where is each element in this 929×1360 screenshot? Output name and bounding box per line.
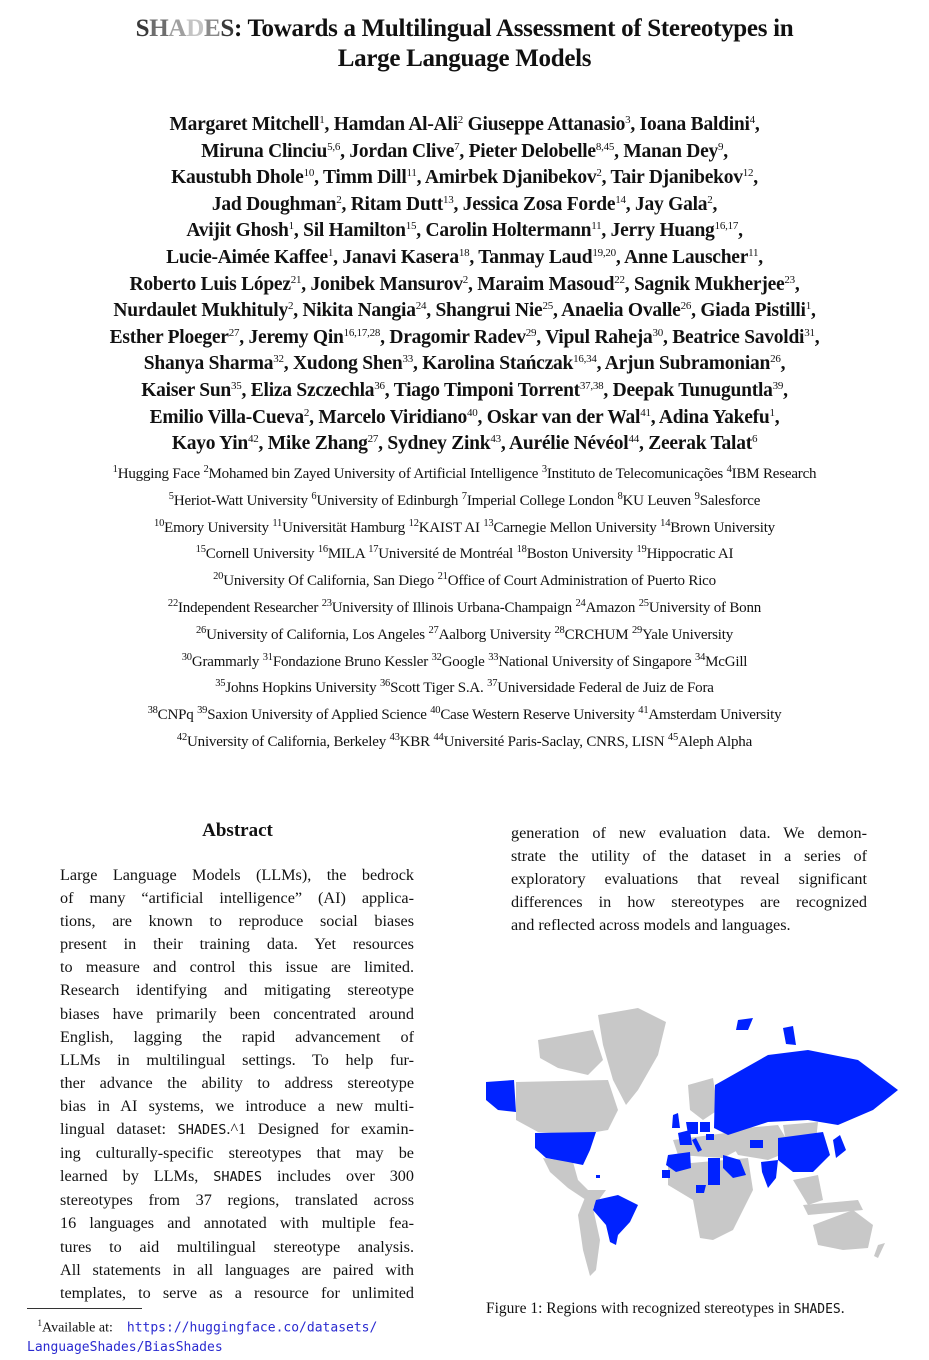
affiliation-marker: 2 bbox=[707, 193, 713, 206]
author-name: Carolin Holtermann bbox=[425, 220, 592, 242]
abstract-line: LLMs in multilingual settings. To help fur- bbox=[60, 1050, 414, 1069]
affiliation-name: Scott Tiger S.A. bbox=[390, 680, 484, 697]
affiliation-number: 42 bbox=[176, 731, 188, 743]
affiliation-marker: 16,34 bbox=[573, 353, 597, 366]
affiliation-line bbox=[0, 702, 929, 729]
affiliation-marker: 16,17,28 bbox=[343, 326, 381, 339]
author-line: Kaiser Sun$^{35}$, Eliza Szczechla$^{36}$, Tiago Timponi Torrent$^{37,38}$, Deepak Tunuguntla$^{39}$, bbox=[141, 379, 788, 401]
author-name: Jerry Huang bbox=[610, 220, 715, 242]
author-name: Pieter Delobelle bbox=[468, 140, 596, 162]
abstract-line: tures to aid multilingual stereotype analysis. bbox=[60, 1237, 414, 1256]
affiliation-number: 22 bbox=[167, 597, 179, 609]
affiliation-name: Saxion University of Applied Science bbox=[207, 707, 427, 724]
affiliation-number: 31 bbox=[262, 651, 273, 663]
affiliation-marker: 1 bbox=[769, 406, 775, 419]
author-name: Emilio Villa-Cueva bbox=[149, 406, 304, 428]
affiliation-marker: 39 bbox=[772, 379, 784, 392]
abstract-line: of many “artificial intelligence” (AI) applica- bbox=[60, 889, 414, 908]
author-name: Shanya Sharma bbox=[143, 353, 274, 375]
author-line: Jad Doughman$^2$, Ritam Dutt$^{13}$, Jessica Zosa Forde$^{14}$, Jay Gala$^2$, bbox=[211, 193, 718, 215]
affiliation-name: Université de Montréal bbox=[378, 546, 514, 563]
title-line-2: Large Language Models bbox=[337, 45, 592, 72]
affiliation-marker: 29 bbox=[525, 326, 537, 339]
affiliation-marker: 2 bbox=[457, 114, 463, 126]
wordmark-letter: E bbox=[203, 15, 221, 42]
affiliation-number: 29 bbox=[632, 624, 643, 636]
affiliation-marker: 11 bbox=[748, 246, 759, 259]
affiliation-marker: 21 bbox=[290, 273, 302, 286]
author-line: Emilio Villa-Cueva$^2$, Marcelo Viridiano$^{40}$, Oskar van der Wal$^{41}$, Adina Yakefu$^1$, bbox=[149, 406, 780, 428]
affiliation-number: 11 bbox=[272, 517, 283, 529]
abstract-line: strate the utility of the dataset in a series of bbox=[511, 847, 867, 866]
author-name: Jad Doughman bbox=[211, 193, 337, 215]
affiliation-name: Office of Court Administration of Puerto Rico bbox=[447, 573, 716, 590]
affiliation-name: KAIST AI bbox=[418, 519, 480, 536]
affiliation-number: 35 bbox=[215, 678, 226, 690]
dataset-name: SHADES bbox=[177, 1122, 227, 1139]
affiliation-name: Imperial College London bbox=[466, 492, 614, 509]
affiliation-marker: 23 bbox=[784, 273, 795, 286]
affiliation-number: 45 bbox=[667, 731, 679, 743]
affiliation-marker: 13 bbox=[442, 193, 454, 206]
author-name: Anaelia Ovalle bbox=[561, 300, 681, 322]
abstract-line: present in their training data. Yet resources bbox=[60, 935, 414, 954]
author-name: Mike Zhang bbox=[267, 433, 368, 455]
affiliation-name: National University of Singapore bbox=[498, 653, 692, 670]
author-line: Nurdaulet Mukhituly$^2$, Nikita Nangia$^{24}$, Shangrui Nie$^{25}$, Anaelia Ovalle$^{26}$, Giada Pistilli$^1$, bbox=[113, 300, 816, 322]
affiliation-marker: 3 bbox=[625, 114, 631, 126]
author-line: Margaret Mitchell$^1$, Hamdan Al-Ali$^2$ Giuseppe Attanasio$^3$, Ioana Baldini$^4$, bbox=[169, 114, 760, 135]
affiliation-number: 24 bbox=[575, 597, 586, 609]
author-name: Jonibek Mansurov bbox=[310, 273, 463, 295]
author-name: Arjun Subramonian bbox=[604, 353, 771, 375]
affiliation-marker: 42 bbox=[248, 433, 259, 446]
affiliation-number: 38 bbox=[147, 705, 158, 717]
affiliation-name: Fondazione Bruno Kessler bbox=[272, 653, 428, 670]
affiliation-name: Heriot-Watt University bbox=[173, 492, 308, 509]
affiliation-name: Aleph Alpha bbox=[678, 733, 753, 750]
author-name: Oskar van der Wal bbox=[486, 406, 641, 428]
author-name: Esther Ploeger bbox=[109, 326, 229, 348]
footnote-marker: 1 bbox=[37, 1318, 42, 1328]
affiliation-number: 13 bbox=[483, 517, 494, 529]
affiliation-name: Carnegie Mellon University bbox=[493, 519, 657, 536]
affiliation-name: University of California, Los Angeles bbox=[206, 626, 425, 643]
affiliation-line bbox=[0, 568, 929, 595]
affiliation-name: CNPq bbox=[157, 707, 194, 724]
affiliation-name: Universität Hamburg bbox=[282, 519, 406, 536]
author-name: Hamdan Al-Ali bbox=[333, 114, 458, 135]
author-name: Roberto Luis López bbox=[129, 273, 291, 295]
author-name: Jeremy Qin bbox=[248, 326, 344, 348]
affiliation-marker: 1 bbox=[327, 246, 334, 259]
author-name: Avijit Ghosh bbox=[186, 220, 289, 242]
author-name: Karolina Stańczak bbox=[422, 353, 574, 375]
affiliation-marker: 12 bbox=[742, 167, 754, 180]
affiliation-marker: 2 bbox=[303, 406, 310, 419]
author-name: Sydney Zink bbox=[387, 433, 491, 455]
abstract-line: and reflected across models and languages. bbox=[511, 916, 791, 935]
affiliation-number: 4 bbox=[726, 464, 732, 475]
affiliation-marker: 26 bbox=[770, 353, 781, 366]
affiliation-marker: 10 bbox=[303, 167, 315, 180]
affiliation-name: KU Leuven bbox=[622, 492, 692, 509]
author-name: Ioana Baldini bbox=[639, 114, 750, 135]
abstract-line: learned by LLMs, SHADES includes over 300 bbox=[60, 1167, 414, 1186]
affiliation-marker: 27 bbox=[367, 433, 379, 446]
author-name: Xudong Shen bbox=[293, 353, 403, 375]
wordmark-letter: H bbox=[149, 15, 169, 42]
affiliation-number: 1 bbox=[112, 464, 118, 475]
paper-title bbox=[0, 14, 929, 74]
affiliation-marker: 27 bbox=[228, 326, 240, 339]
author-name: Aurélie Névéol bbox=[509, 433, 629, 455]
affiliation-name: McGill bbox=[705, 653, 748, 670]
author-line: Lucie-Aimée Kaffee$^1$, Janavi Kasera$^{18}$, Tanmay Laud$^{19,20}$, Anne Lauscher$^{11}$, bbox=[166, 246, 763, 268]
affiliation-marker: 36 bbox=[374, 379, 385, 392]
abstract-column-1 bbox=[60, 864, 414, 1305]
shades-wordmark bbox=[136, 15, 234, 42]
abstract-line: All statements in all languages are paired with bbox=[60, 1260, 414, 1279]
affiliation-name: Instituto de Telecomunicações bbox=[546, 466, 724, 482]
author-name: Timm Dill bbox=[323, 167, 407, 189]
author-name: Jay Gala bbox=[635, 193, 708, 215]
author-name: Kaiser Sun bbox=[141, 379, 232, 401]
author-name: Marcelo Viridiano bbox=[318, 406, 468, 428]
affiliation-name: IBM Research bbox=[731, 466, 817, 482]
dataset-link[interactable]: https://huggingface.co/datasets/ bbox=[126, 1320, 378, 1336]
affiliation-marker: 11 bbox=[591, 220, 602, 233]
abstract-line: templates, to serve as a resource for unlimited bbox=[60, 1283, 414, 1302]
author-line: Kaustubh Dhole$^{10}$, Timm Dill$^{11}$, Amirbek Djanibekov$^2$, Tair Djanibekov$^{12}$, bbox=[171, 167, 758, 189]
abstract-line: to measure and control this issue are limited. bbox=[60, 958, 414, 977]
author-line: Kayo Yin$^{42}$, Mike Zhang$^{27}$, Sydney Zink$^{43}$, Aurélie Névéol$^{44}$, Zeerak Talat$^6$ bbox=[171, 433, 758, 455]
affiliation-marker: 1 bbox=[805, 300, 811, 313]
author-name: Margaret Mitchell bbox=[169, 114, 320, 135]
affiliation-number: 36 bbox=[379, 678, 391, 690]
abstract-heading: Abstract bbox=[202, 820, 273, 841]
affiliation-marker: 2 bbox=[596, 167, 602, 180]
abstract-column-2 bbox=[511, 822, 867, 937]
author-name: Eliza Szczechla bbox=[250, 379, 375, 401]
affiliation-name: Université Paris-Saclay, CNRS, LISN bbox=[443, 733, 665, 750]
affiliation-marker: 1 bbox=[288, 220, 294, 233]
affiliation-marker: 25 bbox=[542, 300, 553, 313]
author-name: Manan Dey bbox=[623, 140, 719, 162]
affiliation-marker: 5,6 bbox=[327, 140, 341, 153]
affiliation-marker: 2 bbox=[336, 193, 342, 206]
affiliation-marker: 24 bbox=[415, 300, 427, 313]
author-name: Beatrice Savoldi bbox=[672, 326, 805, 348]
affiliation-marker: 8,45 bbox=[595, 140, 615, 153]
abstract-line: tions, are known to reproduce social biases bbox=[60, 912, 414, 931]
affiliation-number: 41 bbox=[638, 705, 649, 717]
abstract-line: ing culturally-specific stereotypes that may be bbox=[60, 1144, 414, 1163]
abstract-line: exploratory evaluations that reveal significant bbox=[511, 870, 867, 889]
author-list bbox=[0, 112, 929, 458]
affiliation-name: KBR bbox=[399, 733, 430, 750]
affiliation-name: Salesforce bbox=[699, 492, 761, 509]
affiliation-number: 40 bbox=[430, 705, 441, 717]
affiliation-number: 6 bbox=[311, 490, 317, 502]
affiliation-name: MILA bbox=[327, 546, 365, 563]
dataset-name: SHADES bbox=[213, 1169, 263, 1186]
affiliation-marker: 37,38 bbox=[579, 379, 604, 392]
author-name: Adina Yakefu bbox=[658, 406, 770, 428]
affiliation-marker: 2 bbox=[462, 273, 468, 286]
affiliation-name: Cornell University bbox=[205, 546, 315, 563]
affiliation-marker: 35 bbox=[231, 379, 242, 392]
abstract-line: Large Language Models (LLMs), the bedrock bbox=[60, 866, 414, 884]
author-name: Vipul Raheja bbox=[545, 326, 653, 348]
affiliation-line bbox=[0, 461, 929, 488]
affiliation-number: 8 bbox=[617, 490, 623, 502]
affiliation-name: CRCHUM bbox=[564, 626, 629, 643]
affiliation-marker: 1 bbox=[319, 114, 325, 126]
affiliation-marker: 22 bbox=[614, 273, 625, 286]
title-line-1: SHADES: Towards a Multilingual Assessment of Stereotypes in bbox=[135, 15, 794, 42]
author-name: Jessica Zosa Forde bbox=[462, 193, 616, 215]
affiliation-number: 18 bbox=[516, 544, 527, 556]
affiliation-marker: 16,17 bbox=[714, 220, 739, 233]
affiliation-marker: 18 bbox=[458, 246, 470, 259]
dataset-link-continued[interactable]: LanguageShades/BiasShades bbox=[27, 1339, 223, 1355]
affiliation-number: 26 bbox=[195, 624, 207, 636]
affiliation-number: 2 bbox=[203, 464, 209, 475]
footnote: $^1$Available at: https://huggingface.co/datasets/ LanguageShades/BiasShades bbox=[27, 1318, 378, 1355]
author-line: Shanya Sharma$^{32}$, Xudong Shen$^{33}$, Karolina Stańczak$^{16,34}$, Arjun Subramonian$^{26}$, bbox=[143, 353, 786, 375]
affiliation-number: 5 bbox=[168, 490, 174, 502]
author-line: Avijit Ghosh$^1$, Sil Hamilton$^{15}$, Carolin Holtermann$^{11}$, Jerry Huang$^{16,17}$, bbox=[186, 220, 743, 242]
affiliation-line bbox=[0, 649, 929, 676]
affiliation-number: 14 bbox=[660, 517, 671, 529]
affiliation-number: 20 bbox=[213, 571, 224, 583]
affiliation-name: Emory University bbox=[164, 519, 269, 536]
affiliation-number: 25 bbox=[638, 597, 649, 609]
affiliation-number: 17 bbox=[368, 544, 379, 556]
author-name: Tair Djanibekov bbox=[610, 167, 743, 189]
figure-caption: Figure 1: Regions with recognized stereotypes in SHADES. bbox=[486, 1300, 845, 1317]
author-name: Dragomir Radev bbox=[389, 326, 526, 348]
affiliation-line bbox=[0, 729, 929, 756]
affiliation-name: University Of California, San Diego bbox=[223, 573, 435, 590]
abstract-line: differences in how stereotypes are recognized bbox=[511, 893, 867, 912]
affiliation-marker: 7 bbox=[454, 140, 460, 153]
abstract-line: Research identifying and mitigating stereotype bbox=[60, 981, 414, 1000]
affiliation-marker: 11 bbox=[406, 167, 417, 180]
abstract-line: generation of new evaluation data. We demon- bbox=[511, 824, 867, 842]
affiliation-name: Grammarly bbox=[191, 653, 260, 670]
abstract-line: 16 languages and annotated with multiple fea- bbox=[60, 1214, 414, 1233]
affiliation-name: Brown University bbox=[670, 519, 775, 536]
author-name: Tanmay Laud bbox=[478, 246, 593, 268]
wordmark-letter: D bbox=[186, 15, 204, 42]
affiliation-number: 3 bbox=[541, 464, 547, 475]
author-name: Jordan Clive bbox=[349, 140, 455, 162]
wordmark-letter: A bbox=[168, 15, 187, 42]
affiliation-marker: 41 bbox=[640, 406, 651, 419]
affiliation-number: 27 bbox=[428, 624, 439, 636]
affiliation-number: 10 bbox=[154, 517, 165, 529]
affiliation-number: 28 bbox=[554, 624, 565, 636]
author-name: Giada Pistilli bbox=[700, 300, 806, 322]
wordmark-letter: S bbox=[220, 15, 234, 42]
abstract-line: English, lagging the rapid advancement of bbox=[60, 1027, 414, 1046]
affiliation-number: 7 bbox=[461, 490, 467, 502]
author-name: Deepak Tunuguntla bbox=[612, 379, 773, 401]
author-name: Nurdaulet Mukhituly bbox=[113, 300, 288, 322]
affiliation-name: University of Bonn bbox=[648, 599, 762, 616]
affiliation-marker: 15 bbox=[405, 220, 417, 233]
author-name: Nikita Nangia bbox=[302, 300, 416, 322]
affiliation-name: Universidade Federal de Juiz de Fora bbox=[497, 680, 714, 697]
affiliation-marker: 14 bbox=[615, 193, 626, 206]
author-name: Shangrui Nie bbox=[435, 300, 543, 322]
affiliation-number: 37 bbox=[487, 678, 498, 690]
abstract-line: lingual dataset: SHADES.^1 Designed for examin- bbox=[60, 1120, 414, 1139]
author-line: Miruna Clinciu$^{5,6}$, Jordan Clive$^7$, Pieter Delobelle$^{8,45}$, Manan Dey$^9$, bbox=[201, 140, 728, 162]
affiliation-name: Hippocratic AI bbox=[646, 546, 734, 563]
abstract-line: biases have primarily been concentrated around bbox=[60, 1004, 414, 1023]
affiliation-number: 34 bbox=[695, 651, 706, 663]
author-name: Anne Lauscher bbox=[624, 246, 749, 268]
affiliation-marker: 6 bbox=[751, 433, 758, 446]
affiliation-name: University of California, Berkeley bbox=[187, 733, 386, 750]
affiliation-marker: 2 bbox=[287, 300, 294, 313]
affiliation-line bbox=[0, 541, 929, 568]
affiliation-marker: 33 bbox=[402, 353, 413, 366]
affiliation-line bbox=[0, 515, 929, 542]
affiliation-name: Case Western Reserve University bbox=[440, 707, 635, 724]
author-name: Miruna Clinciu bbox=[201, 140, 328, 162]
affiliation-marker: 30 bbox=[652, 326, 664, 339]
affiliation-number: 21 bbox=[437, 571, 448, 583]
wordmark-letter: S bbox=[135, 15, 150, 42]
author-name: Sil Hamilton bbox=[303, 220, 406, 242]
author-name: Amirbek Djanibekov bbox=[424, 167, 597, 189]
affiliation-number: 19 bbox=[636, 544, 647, 556]
author-name: Kayo Yin bbox=[171, 433, 249, 455]
author-name: Sagnik Mukherjee bbox=[634, 273, 785, 295]
affiliation-number: 12 bbox=[408, 517, 419, 529]
affiliation-marker: 19,20 bbox=[592, 246, 616, 259]
affiliation-line bbox=[0, 488, 929, 515]
affiliation-name: Mohamed bin Zayed University of Artificial Intelligence bbox=[208, 466, 539, 482]
author-name: Zeerak Talat bbox=[648, 433, 752, 455]
affiliation-number: 39 bbox=[197, 705, 208, 717]
affiliation-number: 30 bbox=[181, 651, 192, 663]
affiliation-marker: 9 bbox=[718, 140, 724, 153]
affiliation-marker: 4 bbox=[749, 114, 755, 126]
affiliation-name: Aalborg University bbox=[438, 626, 551, 643]
author-line: Esther Ploeger$^{27}$, Jeremy Qin$^{16,17,28}$, Dragomir Radev$^{29}$, Vipul Raheja$^{30}$, Beatrice Savoldi$^{31}$, bbox=[109, 326, 820, 348]
footnote-rule bbox=[27, 1308, 142, 1309]
author-name: Janavi Kasera bbox=[342, 246, 459, 268]
author-name: Tiago Timponi Torrent bbox=[393, 379, 580, 401]
affiliation-number: 44 bbox=[433, 731, 444, 743]
affiliation-number: 32 bbox=[431, 651, 442, 663]
affiliation-number: 15 bbox=[195, 544, 206, 556]
affiliation-marker: 32 bbox=[273, 353, 284, 366]
author-name: Kaustubh Dhole bbox=[171, 167, 304, 189]
affiliation-number: 43 bbox=[389, 731, 400, 743]
affiliation-line bbox=[0, 622, 929, 649]
affiliation-marker: 44 bbox=[628, 433, 639, 446]
affiliation-list bbox=[0, 461, 929, 756]
affiliation-name: University of Edinburgh bbox=[316, 492, 459, 509]
affiliation-name: Boston University bbox=[526, 546, 633, 563]
affiliation-line bbox=[0, 595, 929, 622]
caption-label: Figure 1: bbox=[486, 1300, 543, 1317]
author-name: Ritam Dutt bbox=[350, 193, 443, 215]
affiliation-name: Johns Hopkins University bbox=[225, 680, 377, 697]
affiliation-name: Yale University bbox=[642, 626, 733, 643]
author-name: Giuseppe Attanasio bbox=[467, 114, 626, 135]
affiliation-name: Amsterdam University bbox=[648, 707, 782, 724]
affiliation-marker: 31 bbox=[804, 326, 815, 339]
affiliation-number: 33 bbox=[488, 651, 499, 663]
affiliation-number: 23 bbox=[321, 597, 332, 609]
affiliation-name: Independent Researcher bbox=[178, 599, 319, 616]
author-name: Maraim Masoud bbox=[477, 273, 615, 295]
affiliation-marker: 26 bbox=[680, 300, 692, 313]
abstract-line: ther advance the ability to address stereotype bbox=[60, 1073, 414, 1092]
affiliation-line bbox=[0, 675, 929, 702]
abstract-line: bias in AI systems, we introduce a new multi- bbox=[60, 1096, 414, 1115]
affiliation-name: Hugging Face bbox=[117, 466, 200, 482]
affiliation-marker: 40 bbox=[467, 406, 478, 419]
author-name: Lucie-Aimée Kaffee bbox=[166, 246, 328, 268]
abstract-line: stereotypes from 37 regions, translated across bbox=[60, 1191, 414, 1210]
affiliation-number: 9 bbox=[694, 490, 700, 502]
affiliation-number: 16 bbox=[317, 544, 328, 556]
affiliation-name: University of Illinois Urbana-Champaign bbox=[331, 599, 572, 616]
affiliation-name: Amazon bbox=[585, 599, 636, 616]
affiliation-name: Google bbox=[441, 653, 485, 670]
affiliation-marker: 43 bbox=[490, 433, 501, 446]
world-map-figure bbox=[478, 1000, 918, 1280]
author-line: Roberto Luis López$^{21}$, Jonibek Mansurov$^2$, Maraim Masoud$^{22}$, Sagnik Mukherjee$^{23}$, bbox=[129, 273, 800, 295]
